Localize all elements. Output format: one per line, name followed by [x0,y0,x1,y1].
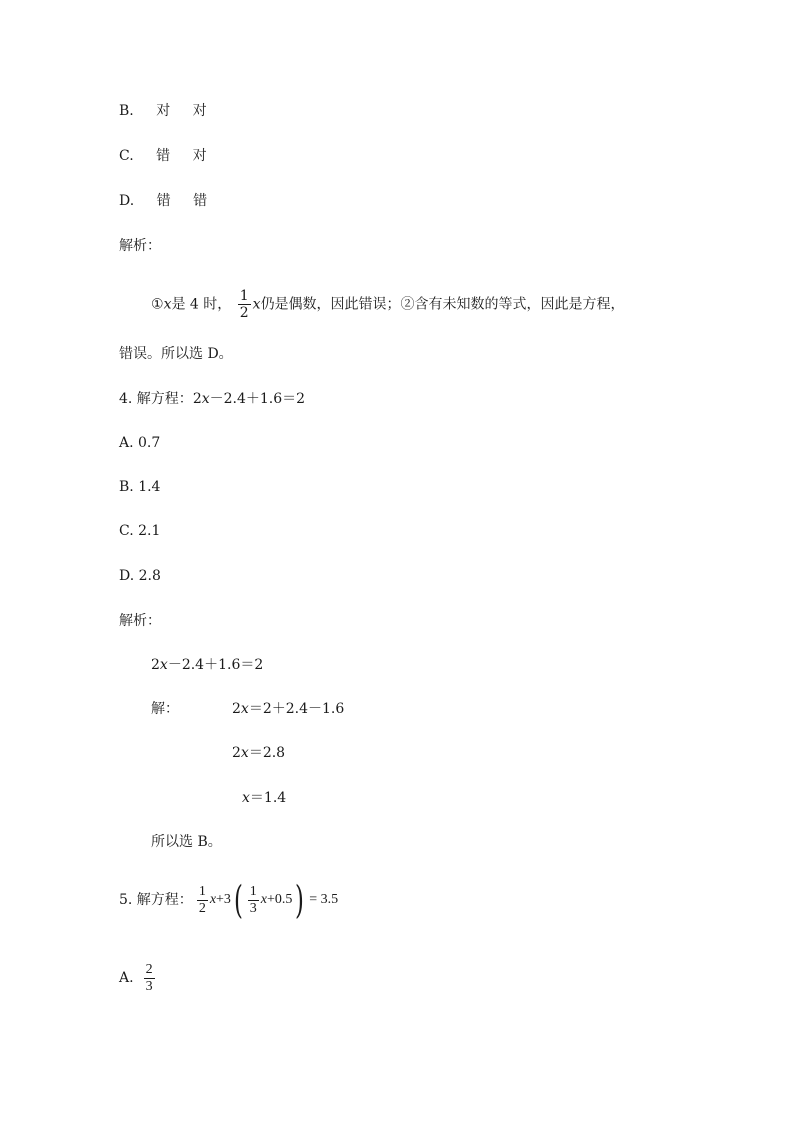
variable: x [242,790,250,806]
fraction-denominator: 3 [249,900,257,916]
fraction [248,884,259,917]
option-a [119,958,157,998]
right-parenthesis: ) [295,878,305,922]
fraction [144,962,155,995]
equation-rest: ＝2.8 [248,745,286,761]
analysis-text: 是 4 时， [171,296,232,313]
coefficient: 2 [192,391,202,407]
solution-step-4 [242,788,286,808]
fraction [197,884,208,917]
option-c [119,146,207,166]
question-prefix: 4. 解方程： [119,391,193,407]
fraction-denominator: 2 [198,900,206,916]
option-d [119,191,207,211]
coefficient: 2 [232,701,241,717]
fraction-numerator: 1 [249,883,257,899]
fraction-numerator: 1 [239,288,249,304]
fraction-denominator: 3 [145,978,153,994]
fraction [238,288,251,321]
fraction-denominator: 2 [239,305,249,321]
option-answer-2: 对 [192,148,207,164]
variable: x [240,745,249,761]
question-prefix: 5. 解方程： [119,892,193,908]
solution-step-2 [232,699,344,719]
equation-rest: －2.4＋1.6＝2 [167,657,264,673]
variable: x [240,701,249,717]
option-b: B. 1.4 [119,479,161,495]
question-5-stem [119,878,338,922]
equation-rest: －2.4＋1.6＝2 [209,391,306,407]
equation-rest: ＝1.4 [249,790,287,806]
solve-label: 解： [151,701,179,717]
option-label: B. [119,103,134,119]
option-c: C. 2.1 [119,523,161,539]
circled-number: ① [151,296,164,313]
option-answer-2: 对 [192,103,207,119]
coefficient: 2 [232,745,241,761]
question-5-expression [119,878,338,922]
variable: x [201,391,210,407]
analysis-text-line-2: 错误。所以选 D。 [119,346,233,362]
variable: x [209,892,217,907]
fraction-numerator: 1 [198,883,206,899]
option-label: C. [119,148,134,164]
variable: x [260,892,267,907]
option-answer-1: 错 [156,193,171,209]
analysis-heading: 解析： [119,613,161,629]
option-d: D. 2.8 [119,568,161,584]
variable: x [163,296,172,313]
option-label: A. [119,970,134,986]
right-hand-side: = 3.5 [309,892,339,907]
solution-step-3 [232,743,285,763]
variable: x [159,657,168,673]
fraction-numerator: 2 [145,961,153,977]
term: +0.5 [266,892,293,907]
term: +3 [216,892,231,907]
solution-step-1 [151,655,263,675]
analysis-text: 仍是偶数，因此错误；②含有未知数的等式，因此是方程， [260,296,625,313]
option-b [119,101,207,121]
conclusion: 所以选 B。 [151,834,222,850]
option-answer-2: 错 [193,193,208,209]
equation-rest: ＝2＋2.4－1.6 [248,701,345,717]
question-4-stem [119,389,305,409]
option-answer-1: 对 [156,103,171,119]
option-a-expression [119,958,157,998]
option-answer-1: 错 [156,148,171,164]
analysis-text-line-1 [151,288,625,321]
left-parenthesis: ( [233,878,243,922]
option-label: D. [119,193,135,209]
variable: x [252,296,261,313]
coefficient: 2 [151,657,160,673]
analysis-heading: 解析： [119,238,161,254]
option-a: A. 0.7 [119,435,161,451]
